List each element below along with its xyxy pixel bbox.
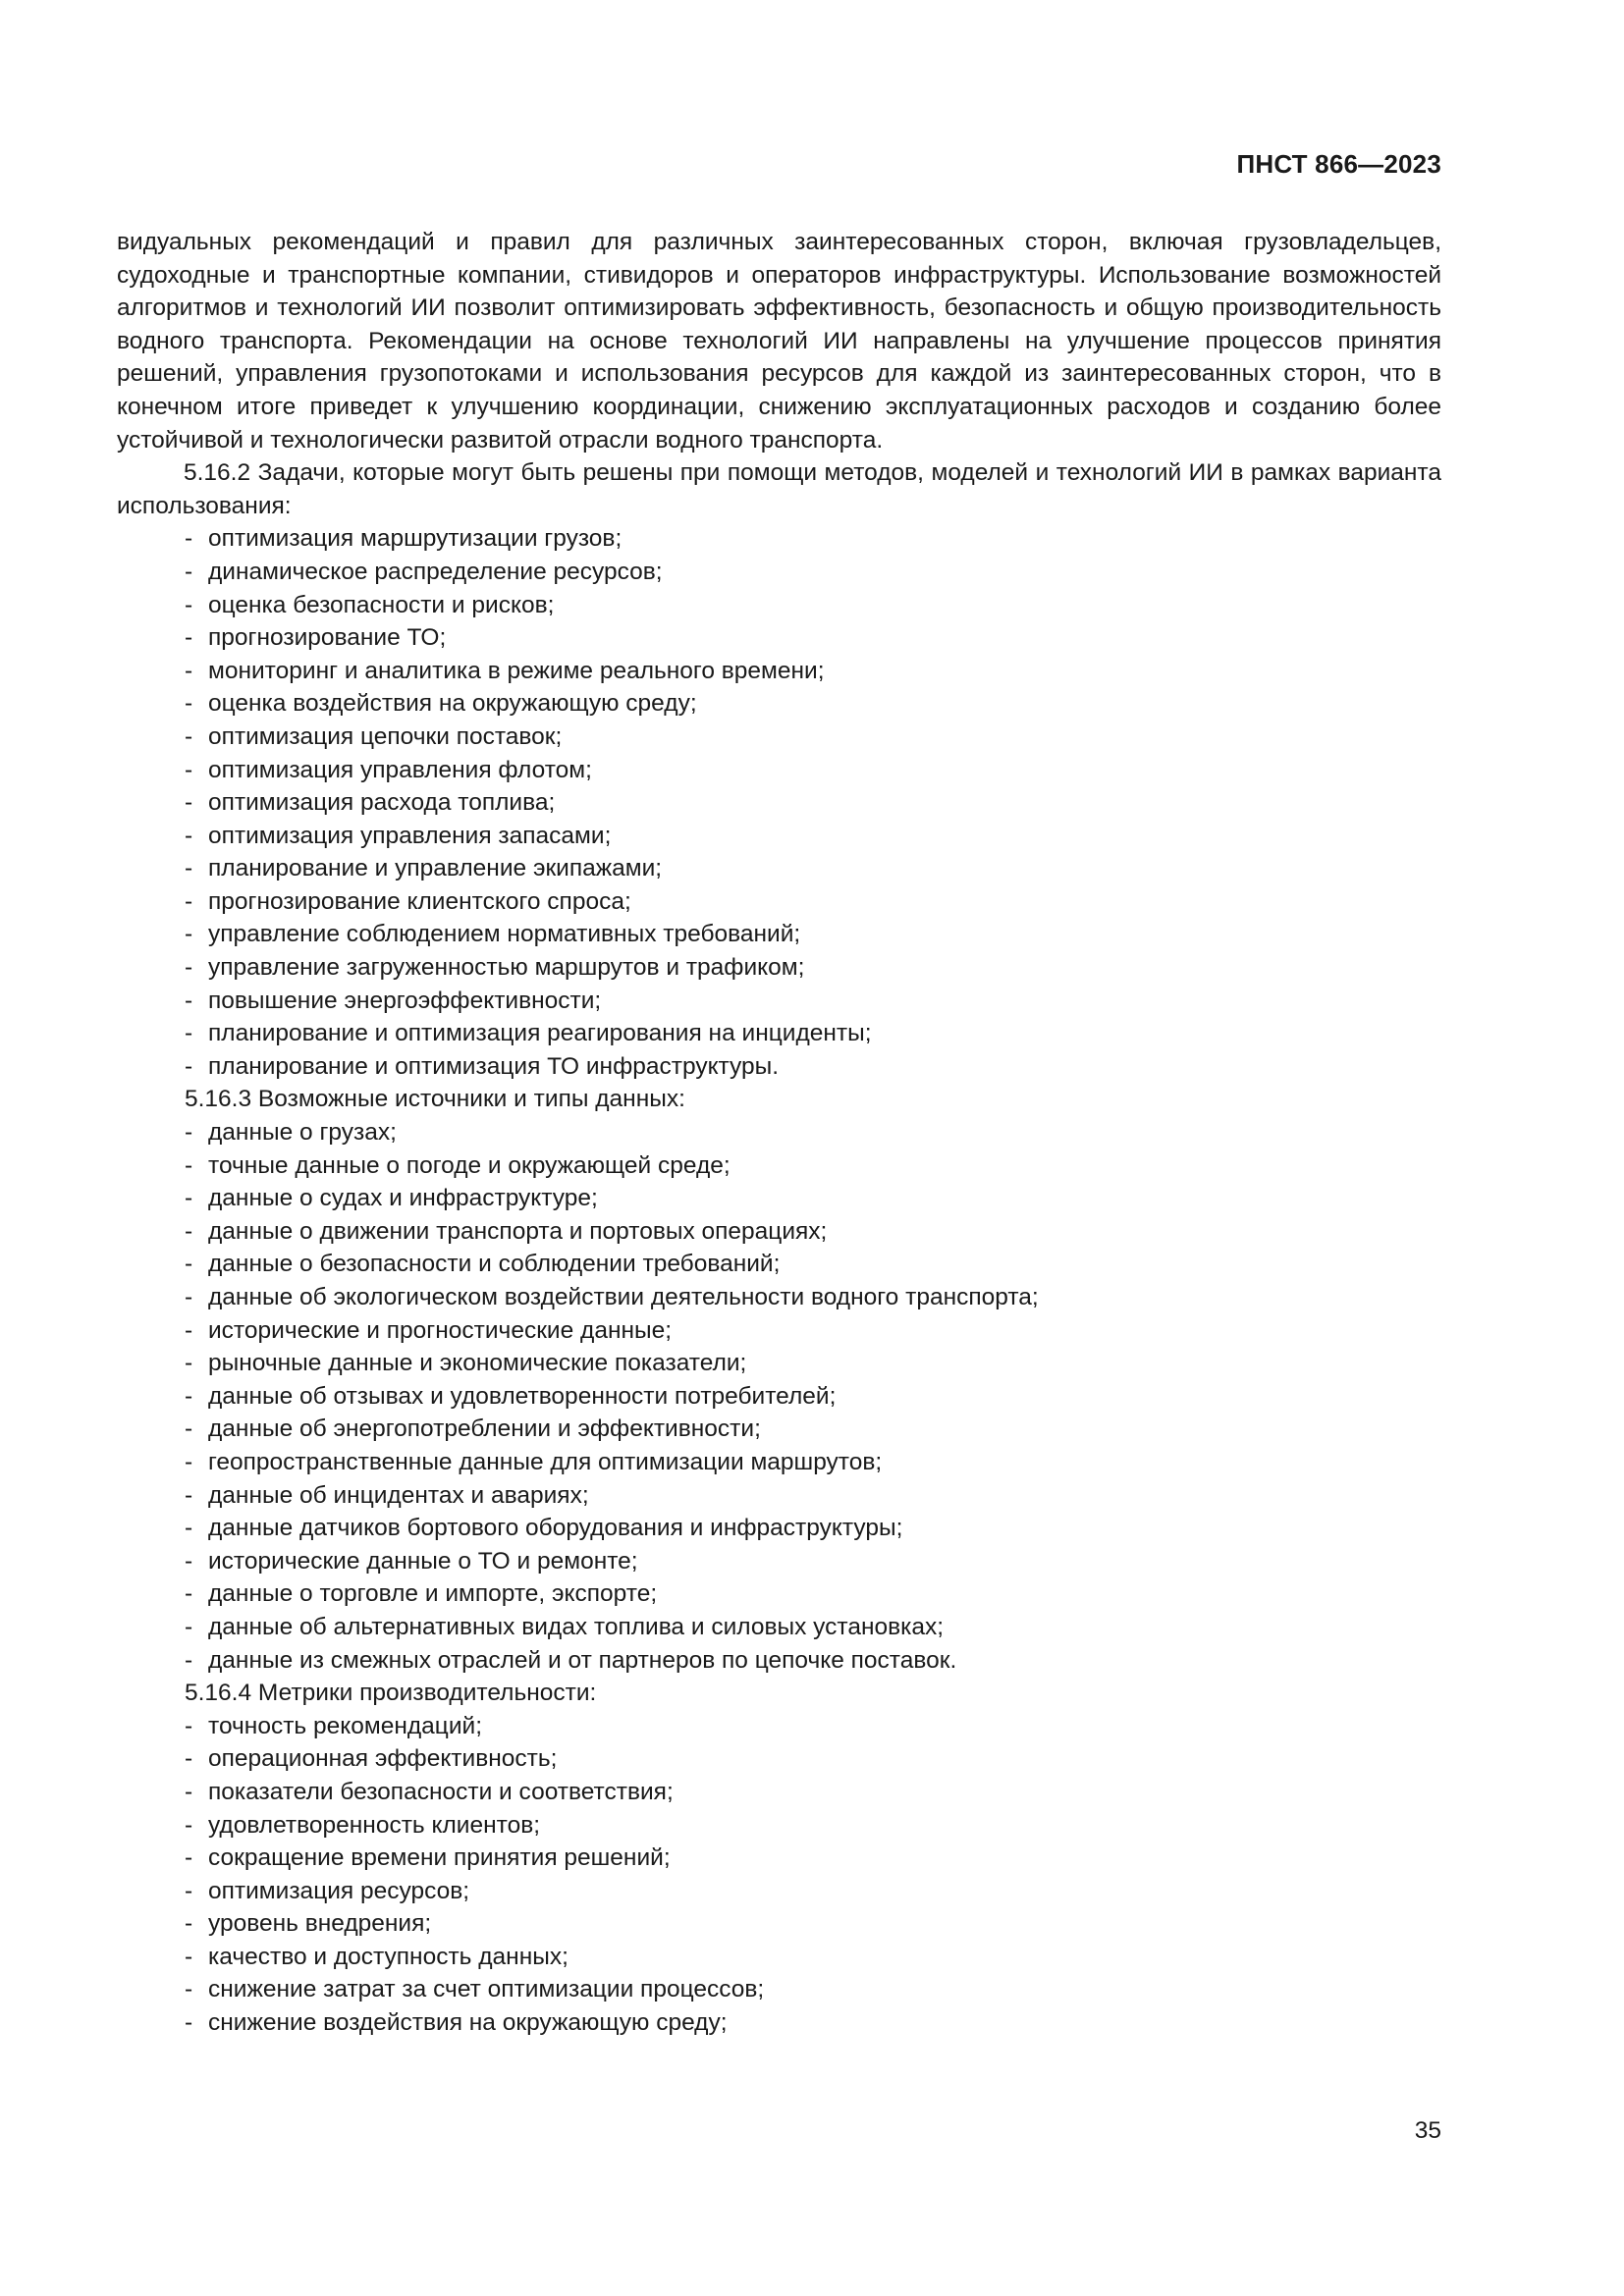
list-marker: - — [185, 1778, 193, 1805]
list-item-text: оптимизация ресурсов; — [208, 1877, 470, 1904]
list-item — [117, 1479, 1441, 1513]
list-item — [117, 1413, 1441, 1446]
list-marker: - — [185, 591, 193, 618]
list-item — [117, 918, 1441, 951]
list-item — [117, 1248, 1441, 1281]
list-item-text: геопространственные данные для оптимизации маршрутов; — [208, 1448, 883, 1475]
list-marker: - — [185, 1910, 193, 1938]
list-marker: - — [185, 525, 193, 553]
list-marker: - — [185, 2009, 193, 2037]
list-item-text: планирование и управление экипажами; — [208, 855, 663, 882]
list-item — [117, 786, 1441, 820]
list-item-text: оценка воздействия на окружающую среду; — [208, 690, 697, 718]
list-item — [117, 1973, 1441, 2006]
list-item-text: оптимизация маршрутизации грузов; — [208, 525, 623, 553]
section-5-16-2-heading: 5.16.2 Задачи, которые могут быть решены при помощи методов, моделей и технологий ИИ в рамках варианта использования: — [117, 459, 1441, 519]
list-marker: - — [185, 722, 193, 750]
list-item — [117, 754, 1441, 787]
list-item-text: мониторинг и аналитика в режиме реального времени; — [208, 657, 825, 684]
list-item-text: рыночные данные и экономические показатели; — [208, 1350, 747, 1377]
list-item — [117, 1644, 1441, 1678]
list-item-text: точные данные о погоде и окружающей среде; — [208, 1151, 731, 1179]
list-item — [117, 1281, 1441, 1314]
list-item — [117, 1215, 1441, 1249]
list-marker: - — [185, 1350, 193, 1377]
tasks-list — [117, 522, 1441, 1083]
list-item — [117, 1512, 1441, 1545]
list-item — [117, 1776, 1441, 1809]
list-item-text: прогнозирование ТО; — [208, 624, 447, 652]
list-marker: - — [185, 789, 193, 817]
list-item — [117, 1611, 1441, 1644]
list-item — [117, 589, 1441, 622]
list-marker: - — [185, 756, 193, 783]
list-item — [117, 1809, 1441, 1842]
list-item — [117, 1116, 1441, 1149]
list-marker: - — [185, 1976, 193, 2003]
list-item — [117, 1314, 1441, 1348]
list-item-text: планирование и оптимизация реагирования на инциденты; — [208, 1020, 872, 1047]
list-marker: - — [185, 954, 193, 982]
list-item — [117, 1875, 1441, 1908]
list-item-text: сокращение времени принятия решений; — [208, 1844, 671, 1872]
list-item-text: оптимизация расхода топлива; — [208, 789, 556, 817]
list-item-text: управление соблюдением нормативных требований; — [208, 921, 801, 948]
list-item-text: данные об энергопотреблении и эффективности; — [208, 1415, 761, 1443]
list-marker: - — [185, 1052, 193, 1080]
list-marker: - — [185, 558, 193, 585]
list-item — [117, 1907, 1441, 1941]
list-marker: - — [185, 1481, 193, 1509]
list-marker: - — [185, 1284, 193, 1310]
list-marker: - — [185, 1448, 193, 1475]
list-item — [117, 1149, 1441, 1183]
list-item-text: показатели безопасности и соответствия; — [208, 1778, 674, 1805]
list-marker: - — [185, 887, 193, 915]
list-item-text: планирование и оптимизация ТО инфраструктуры. — [208, 1052, 780, 1080]
list-item-text: исторические данные о ТО и ремонте; — [208, 1547, 638, 1575]
list-item — [117, 852, 1441, 885]
list-item-text: качество и доступность данных; — [208, 1943, 568, 1970]
list-item — [117, 1050, 1441, 1084]
list-item-text: управление загруженностью маршрутов и трафиком; — [208, 954, 805, 982]
list-item — [117, 522, 1441, 556]
list-marker: - — [185, 921, 193, 948]
list-item-text: снижение воздействия на окружающую среду; — [208, 2009, 728, 2037]
list-item-text: данные о торговле и импорте, экспорте; — [208, 1580, 658, 1608]
list-item-text: удовлетворенность клиентов; — [208, 1811, 541, 1839]
list-item-text: повышение энергоэффективности; — [208, 987, 602, 1014]
list-marker: - — [185, 1943, 193, 1970]
list-item — [117, 1710, 1441, 1743]
list-item-text: снижение затрат за счет оптимизации процессов; — [208, 1976, 765, 2003]
section-5-16-3-heading: 5.16.3 Возможные источники и типы данных: — [185, 1086, 685, 1113]
list-item-text: оптимизация управления запасами; — [208, 822, 612, 849]
list-marker: - — [185, 657, 193, 684]
list-item-text: данные о движении транспорта и портовых операциях; — [208, 1217, 828, 1245]
list-item-text: данные датчиков бортового оборудования и инфраструктуры; — [208, 1515, 903, 1542]
list-marker: - — [185, 1415, 193, 1443]
list-marker: - — [185, 822, 193, 849]
list-item — [117, 556, 1441, 589]
list-marker: - — [185, 624, 193, 652]
list-marker: - — [185, 1877, 193, 1904]
list-item — [117, 1941, 1441, 1974]
list-item — [117, 1380, 1441, 1414]
list-item-text: операционная эффективность; — [208, 1745, 558, 1773]
list-item — [117, 1182, 1441, 1215]
list-marker: - — [185, 987, 193, 1014]
list-item-text: данные о грузах; — [208, 1119, 397, 1147]
list-item — [117, 951, 1441, 985]
list-marker: - — [185, 1646, 193, 1674]
list-item-text: динамическое распределение ресурсов; — [208, 558, 663, 585]
list-marker: - — [185, 1712, 193, 1739]
list-item-text: данные об отзывах и удовлетворенности потребителей; — [208, 1382, 837, 1410]
data-sources-list — [117, 1116, 1441, 1677]
list-marker: - — [185, 1185, 193, 1212]
list-item — [117, 1347, 1441, 1380]
list-item-text: данные об экологическом воздействии деятельности водного транспорта; — [208, 1284, 1039, 1310]
list-marker: - — [185, 1316, 193, 1344]
list-marker: - — [185, 855, 193, 882]
list-item — [117, 1742, 1441, 1776]
list-item — [117, 985, 1441, 1018]
list-marker: - — [185, 1580, 193, 1608]
list-item — [117, 885, 1441, 919]
list-marker: - — [185, 1151, 193, 1179]
list-item — [117, 687, 1441, 721]
list-item-text: данные об инцидентах и авариях; — [208, 1481, 589, 1509]
intro-paragraph: видуальных рекомендаций и правил для различных заинтересованных сторон, включая грузовладельцев, судоходные и транспортные компании, стивидоров и операторов инфраструктуры. Использование возможностей алгоритмов и технологий ИИ позволит оптимизировать эффективность, безопасность и общую производительность водного транспорта. Рекомендации на основе технологий ИИ направлены на улучшение процессов принятия решений, управления грузопотоками и использования ресурсов для каждой из заинтересованных сторон, что в конечном итоге приведет к улучшению координации, снижению эксплуатационных расходов и созданию более устойчивой и технологически развитой отрасли водного транспорта. — [117, 229, 1441, 454]
list-item — [117, 721, 1441, 754]
list-marker: - — [185, 1613, 193, 1640]
list-marker: - — [185, 1020, 193, 1047]
list-marker: - — [185, 1119, 193, 1147]
list-item — [117, 1577, 1441, 1611]
list-marker: - — [185, 1811, 193, 1839]
list-item — [117, 2006, 1441, 2040]
list-marker: - — [185, 690, 193, 718]
list-item-text: оптимизация управления флотом; — [208, 756, 592, 783]
list-marker: - — [185, 1382, 193, 1410]
list-marker: - — [185, 1745, 193, 1773]
list-marker: - — [185, 1844, 193, 1872]
list-item-text: данные о безопасности и соблюдении требований; — [208, 1251, 781, 1278]
list-item — [117, 655, 1441, 688]
list-marker: - — [185, 1217, 193, 1245]
list-item — [117, 1545, 1441, 1578]
list-item — [117, 1842, 1441, 1875]
list-item — [117, 1446, 1441, 1479]
list-item — [117, 621, 1441, 655]
list-marker: - — [185, 1515, 193, 1542]
list-item-text: данные об альтернативных видах топлива и силовых установках; — [208, 1613, 945, 1640]
list-item — [117, 1017, 1441, 1050]
performance-metrics-list — [117, 1710, 1441, 2040]
list-item-text: оптимизация цепочки поставок; — [208, 722, 563, 750]
list-item-text: точность рекомендаций; — [208, 1712, 482, 1739]
list-item-text: оценка безопасности и рисков; — [208, 591, 555, 618]
list-marker: - — [185, 1547, 193, 1575]
list-item-text: исторические и прогностические данные; — [208, 1316, 673, 1344]
page-number: 35 — [1414, 2117, 1441, 2144]
list-item-text: уровень внедрения; — [208, 1910, 432, 1938]
list-item-text: данные о судах и инфраструктуре; — [208, 1185, 598, 1212]
list-item-text: прогнозирование клиентского спроса; — [208, 887, 631, 915]
section-5-16-4-heading: 5.16.4 Метрики производительности: — [185, 1680, 597, 1707]
list-item — [117, 820, 1441, 853]
page-content — [117, 226, 1441, 2040]
list-marker: - — [185, 1251, 193, 1278]
list-item-text: данные из смежных отраслей и от партнеров по цепочке поставок. — [208, 1646, 957, 1674]
document-code: ПНСТ 866—2023 — [1236, 149, 1441, 179]
